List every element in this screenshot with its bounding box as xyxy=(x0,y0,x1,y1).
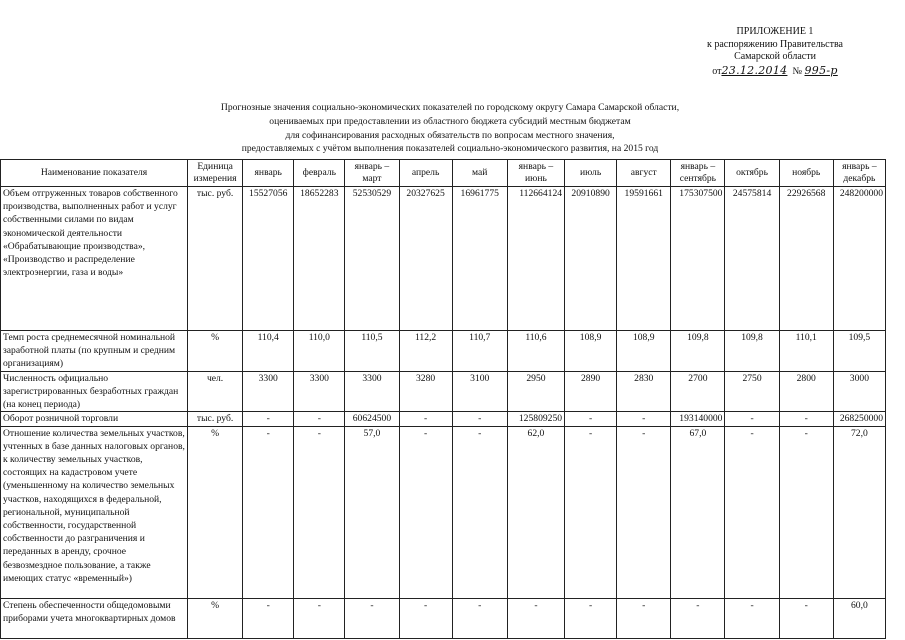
value-cell: 109,8 xyxy=(671,331,725,372)
value-cell: - xyxy=(452,426,507,598)
value-cell: - xyxy=(243,426,294,598)
decree-reference xyxy=(660,65,890,79)
indicator-unit: % xyxy=(188,331,243,372)
value-cell: - xyxy=(779,598,833,638)
value-cell: 15527056 xyxy=(243,187,294,331)
column-header: май xyxy=(452,160,507,187)
heading-line-2: оцениваемых при предоставлении из областного бюджета субсидий местным бюджетам xyxy=(269,115,631,127)
value-cell: 62,0 xyxy=(507,426,564,598)
value-cell: 109,5 xyxy=(833,331,885,372)
value-cell: 110,1 xyxy=(779,331,833,372)
indicator-name: Отношение количества земельных участков, учтенных в базе данных налоговых органов, к количеству земельных участков, состоящих на кадастровом учете (уменьшенному на количество земельных участков, находящихся в федеральной, региональной, муниципальной собственности, государственной собственности до разграничения и переданных в аренду, срочное безвозмездное пользование, а также имеющих статус «временный») xyxy=(1,426,188,598)
value-cell: - xyxy=(565,412,617,426)
value-cell: - xyxy=(243,412,294,426)
indicator-name: Степень обеспеченности общедомовыми приборами учета многоквартирных домов xyxy=(1,598,188,638)
value-cell: 20327625 xyxy=(399,187,452,331)
value-cell: 110,7 xyxy=(452,331,507,372)
value-cell: - xyxy=(671,598,725,638)
value-cell: 60,0 xyxy=(833,598,885,638)
value-cell: 109,8 xyxy=(725,331,779,372)
column-header: январь – март xyxy=(345,160,399,187)
value-cell: 110,6 xyxy=(507,331,564,372)
value-cell: 125809250 xyxy=(507,412,564,426)
value-cell: 20910890 xyxy=(565,187,617,331)
indicator-name: Темп роста среднемесячной номинальной заработной платы (по крупным и средним организациям) xyxy=(1,331,188,372)
value-cell: 112,2 xyxy=(399,331,452,372)
appendix-line-2: Самарской области xyxy=(734,51,816,62)
value-cell: 108,9 xyxy=(565,331,617,372)
value-cell: 3300 xyxy=(243,371,294,412)
value-cell: - xyxy=(617,598,671,638)
value-cell: 2700 xyxy=(671,371,725,412)
value-cell: - xyxy=(294,598,345,638)
value-cell: 112664124 xyxy=(507,187,564,331)
value-cell: 268250000 xyxy=(833,412,885,426)
column-header: январь – сентябрь xyxy=(671,160,725,187)
value-cell: - xyxy=(617,426,671,598)
value-cell: - xyxy=(399,426,452,598)
column-header: ноябрь xyxy=(779,160,833,187)
value-cell: - xyxy=(243,598,294,638)
appendix-line-1: к распоряжению Правительства xyxy=(706,38,843,50)
value-cell: 175307500 xyxy=(671,187,725,331)
number-prefix: № xyxy=(792,65,802,77)
value-cell: - xyxy=(452,412,507,426)
value-cell: 110,5 xyxy=(345,331,399,372)
value-cell: 3280 xyxy=(399,371,452,412)
indicator-unit: тыс. руб. xyxy=(188,412,243,426)
value-cell: - xyxy=(779,412,833,426)
table-row xyxy=(1,331,886,372)
value-cell: 108,9 xyxy=(617,331,671,372)
value-cell: - xyxy=(565,598,617,638)
column-header: январь – декабрь xyxy=(833,160,885,187)
indicators-table xyxy=(0,159,886,639)
value-cell: 3000 xyxy=(833,371,885,412)
appendix-title: ПРИЛОЖЕНИЕ 1 xyxy=(736,26,814,37)
indicator-unit: % xyxy=(188,426,243,598)
value-cell: 110,4 xyxy=(243,331,294,372)
value-cell: - xyxy=(399,598,452,638)
column-header: январь – июнь xyxy=(507,160,564,187)
value-cell: 248200000 xyxy=(833,187,885,331)
value-cell: - xyxy=(779,426,833,598)
column-header: апрель xyxy=(399,160,452,187)
value-cell: - xyxy=(725,426,779,598)
indicator-name: Оборот розничной торговли xyxy=(1,412,188,426)
value-cell: 193140000 xyxy=(671,412,725,426)
value-cell: 110,0 xyxy=(294,331,345,372)
column-header: август xyxy=(617,160,671,187)
value-cell: - xyxy=(725,412,779,426)
indicator-unit: тыс. руб. xyxy=(188,187,243,331)
heading-line-1: Прогнозные значения социально-экономических показателей по городскому округу Самара Самарской области, xyxy=(220,102,680,113)
appendix-block xyxy=(660,26,890,78)
value-cell: - xyxy=(725,598,779,638)
table-row xyxy=(1,371,886,412)
value-cell: 60624500 xyxy=(345,412,399,426)
value-cell: 18652283 xyxy=(294,187,345,331)
table-row xyxy=(1,187,886,331)
table-header-row xyxy=(1,160,886,187)
value-cell: 2800 xyxy=(779,371,833,412)
column-header: июль xyxy=(565,160,617,187)
value-cell: 2830 xyxy=(617,371,671,412)
value-cell: 52530529 xyxy=(345,187,399,331)
indicator-name: Объем отгруженных товаров собственного производства, выполненных работ и услуг собственными силами по видам экономической деятельности «Обрабатывающие производства», «Производство и распределение электроэнергии, газа и воды» xyxy=(1,187,188,331)
value-cell: 3100 xyxy=(452,371,507,412)
column-header: февраль xyxy=(294,160,345,187)
value-cell: 2750 xyxy=(725,371,779,412)
column-header: январь xyxy=(243,160,294,187)
value-cell: - xyxy=(294,412,345,426)
heading-line-3: для софинансирования расходных обязательств по вопросам местного значения, xyxy=(285,129,615,141)
value-cell: - xyxy=(565,426,617,598)
value-cell: 2890 xyxy=(565,371,617,412)
document-heading xyxy=(120,101,780,156)
value-cell: 2950 xyxy=(507,371,564,412)
column-header: Единица измерения xyxy=(188,160,243,187)
value-cell: - xyxy=(399,412,452,426)
value-cell: - xyxy=(294,426,345,598)
column-header: октябрь xyxy=(725,160,779,187)
table-row xyxy=(1,412,886,426)
column-header: Наименование показателя xyxy=(1,160,188,187)
heading-line-4: предоставляемых с учётом выполнения показателей социально-экономического развития, на 2015 год xyxy=(241,143,659,155)
value-cell: 22926568 xyxy=(779,187,833,331)
indicator-unit: % xyxy=(188,598,243,638)
value-cell: - xyxy=(617,412,671,426)
indicator-name: Численность официально зарегистрированных безработных граждан (на конец периода) xyxy=(1,371,188,412)
table-row xyxy=(1,426,886,598)
value-cell: 24575814 xyxy=(725,187,779,331)
value-cell: 67,0 xyxy=(671,426,725,598)
value-cell: 3300 xyxy=(345,371,399,412)
date-prefix: от xyxy=(712,65,722,77)
value-cell: 57,0 xyxy=(345,426,399,598)
indicator-unit: чел. xyxy=(188,371,243,412)
value-cell: 3300 xyxy=(294,371,345,412)
value-cell: - xyxy=(452,598,507,638)
value-cell: 16961775 xyxy=(452,187,507,331)
value-cell: - xyxy=(507,598,564,638)
table-row xyxy=(1,598,886,638)
decree-number: 995-р xyxy=(804,63,838,77)
decree-date: 23.12.2014 xyxy=(721,63,788,77)
value-cell: - xyxy=(345,598,399,638)
value-cell: 72,0 xyxy=(833,426,885,598)
value-cell: 19591661 xyxy=(617,187,671,331)
